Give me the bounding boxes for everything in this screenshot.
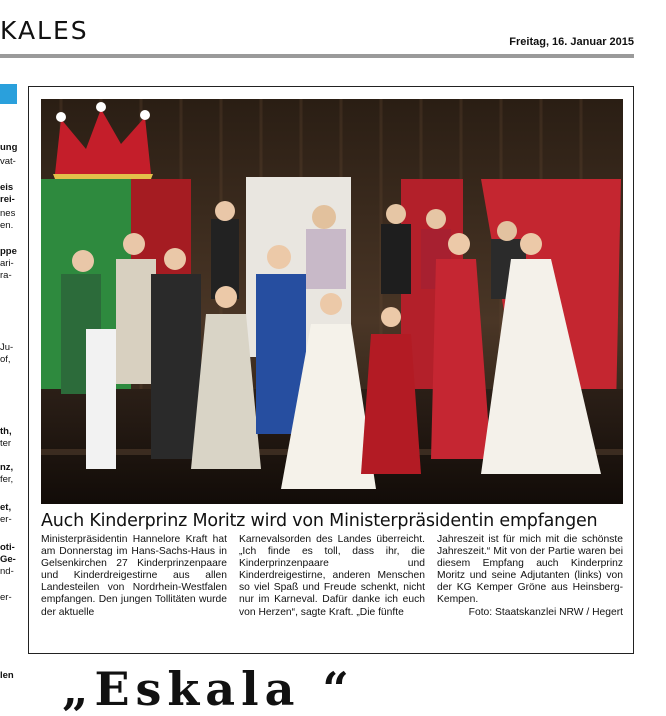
left-column-fragment: en.: [0, 220, 14, 231]
left-bottom-fragment: len: [0, 670, 14, 681]
left-column-fragment: ppe: [0, 246, 17, 257]
left-column-fragment: Ge-: [0, 554, 16, 565]
left-column-fragment: ung: [0, 142, 18, 153]
article-photo: [41, 99, 623, 504]
article: [28, 86, 634, 654]
issue-date: Freitag, 16. Januar 2015: [509, 36, 634, 48]
header-rule: [0, 54, 634, 58]
left-column-fragment: Ju-: [0, 342, 14, 353]
left-column-fragment: ter: [0, 438, 12, 449]
left-column-fragment: vat-: [0, 156, 16, 167]
photo-credit: Foto: Staatskanzlei NRW / Hegert: [468, 606, 623, 618]
headline: Auch Kinderprinz Moritz wird von Ministerpräsidentin empfangen: [41, 511, 598, 531]
left-column-fragment: eis: [0, 182, 14, 193]
left-column-fragment: fer,: [0, 474, 14, 485]
left-column-fragment: ari-: [0, 258, 14, 269]
next-headline-fragment: „Eskala “: [62, 662, 355, 716]
left-column-fragment: of,: [0, 354, 11, 365]
body-column-2: Karnevalsorden des Landes überreicht. „Ich finde es toll, dass ihr, die Kinderprinzenpaare und Kinderdreigestirne, anderen Menschen so viel Spaß und Freude schenkt, nicht nur im Karneval. Dafür danke ich euch von Herzen“, sagte Kraft. „Die fünfte: [239, 534, 425, 618]
left-column-fragment: er-: [0, 592, 12, 603]
body-column-1: Ministerpräsidentin Hannelore Kraft hat am Donnerstag im Hans-Sachs-Haus in Gelsenkirchen 27 Kinderprinzenpaare und Kinderdreigestirne aus allen Landesteilen von Nordrhein-Westfalen empfangen. Den jungen Tollitäten wurde der aktuelle: [41, 534, 227, 618]
left-column-fragment: et,: [0, 502, 12, 513]
left-column-fragment: ra-: [0, 270, 12, 281]
left-column-fragment: rei-: [0, 194, 15, 205]
article-body: [41, 534, 623, 619]
group-photo-illustration: [41, 99, 623, 504]
body-column-3: [437, 534, 623, 619]
left-column-fragment: nz,: [0, 462, 14, 473]
left-column-fragment: oti-: [0, 542, 15, 553]
section-title: KALES: [0, 16, 89, 45]
body-column-3-text: Jahreszeit ist für mich mit die schönste Jahreszeit.“ Mit von der Partie waren bei diesem Empfang auch Kinderprinz Moritz und seine Adjutanten (links) von der KG Kemper Gröne aus Heinsberg-Kempen.: [437, 534, 623, 606]
left-column-fragments: [0, 84, 17, 684]
left-column-fragment: nes: [0, 208, 16, 219]
section-tab: [0, 84, 17, 104]
left-column-fragment: nd-: [0, 566, 14, 577]
left-column-fragment: th,: [0, 426, 12, 437]
left-column-fragment: er-: [0, 514, 12, 525]
